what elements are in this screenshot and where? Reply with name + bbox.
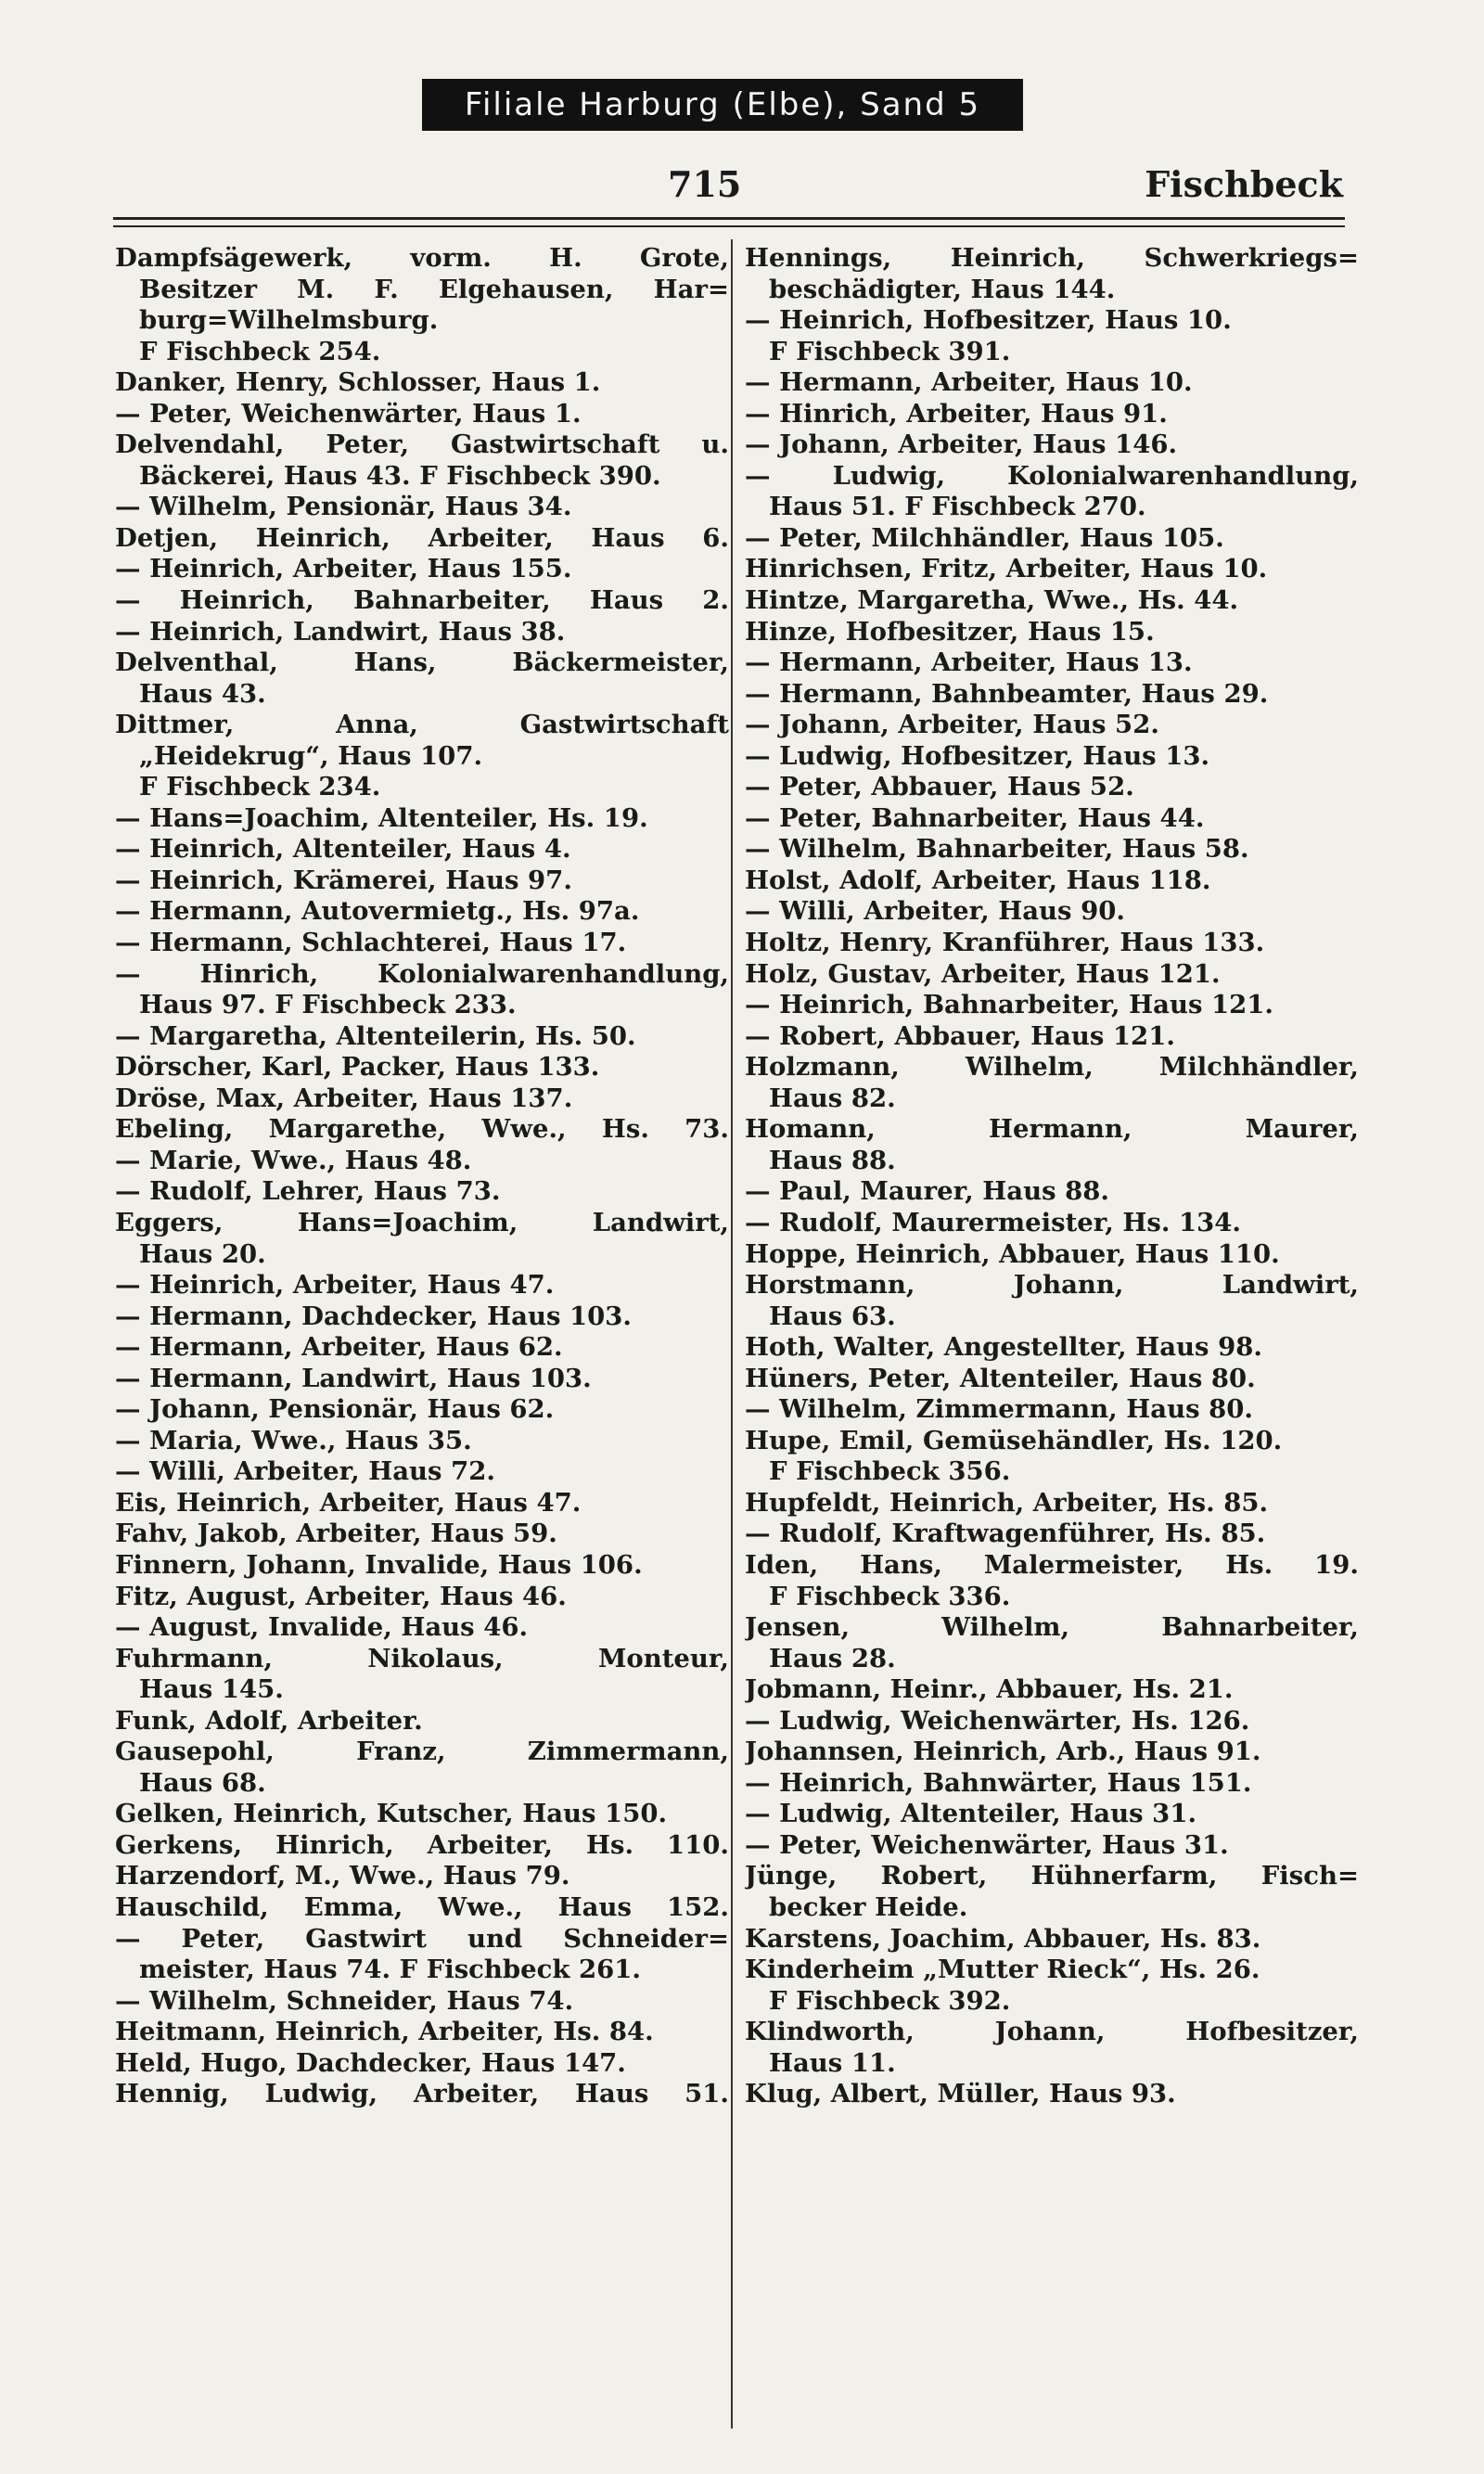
- directory-entry-line: Hauschild, Emma, Wwe., Haus 152.: [115, 1891, 729, 1922]
- directory-entry-line: Dampfsägewerk, vorm. H. Grote,: [115, 243, 729, 273]
- directory-entry-line: — Johann, Pensionär, Haus 62.: [115, 1394, 555, 1425]
- directory-entry-line: Hoppe, Heinrich, Abbauer, Haus 110.: [745, 1238, 1280, 1269]
- directory-entry-line: Haus 11.: [769, 2047, 896, 2078]
- directory-entry-line: „Heidekrug“, Haus 107.: [139, 740, 483, 771]
- directory-entry-line: Funk, Adolf, Arbeiter.: [115, 1705, 423, 1736]
- directory-entry-line: Dörscher, Karl, Packer, Haus 133.: [115, 1052, 600, 1083]
- directory-entry-line: F Fischbeck 254.: [139, 336, 381, 366]
- directory-entry-line: — Heinrich, Krämerei, Haus 97.: [115, 865, 572, 895]
- directory-entry-line: Haus 145.: [139, 1674, 284, 1705]
- directory-entry-line: Hennig, Ludwig, Arbeiter, Haus 51.: [115, 2079, 729, 2109]
- header-rule-thin: [113, 225, 1345, 227]
- directory-entry-line: — Hermann, Landwirt, Haus 103.: [115, 1363, 592, 1393]
- directory-entry-line: Fahv, Jakob, Arbeiter, Haus 59.: [115, 1519, 557, 1549]
- directory-entry-line: — Heinrich, Landwirt, Haus 38.: [115, 616, 566, 647]
- directory-entry-line: Holzmann, Wilhelm, Milchhändler,: [745, 1052, 1359, 1083]
- directory-entry-line: Horstmann, Johann, Landwirt,: [745, 1270, 1359, 1301]
- directory-entry-line: Klindworth, Johann, Hofbesitzer,: [745, 2017, 1359, 2047]
- directory-entry-line: — Heinrich, Hofbesitzer, Haus 10.: [745, 305, 1232, 336]
- directory-entry-line: — Wilhelm, Schneider, Haus 74.: [115, 1985, 574, 2016]
- directory-entry-line: — Heinrich, Arbeiter, Haus 155.: [115, 554, 572, 584]
- directory-entry-line: — Peter, Gastwirt und Schneider=: [115, 1923, 729, 1954]
- directory-entry-line: — Heinrich, Altenteiler, Haus 4.: [115, 834, 571, 865]
- directory-entry-line: — Maria, Wwe., Haus 35.: [115, 1425, 472, 1455]
- directory-entry-line: — Heinrich, Bahnwärter, Haus 151.: [745, 1767, 1252, 1798]
- directory-entry-line: — Peter, Bahnarbeiter, Haus 44.: [745, 802, 1205, 833]
- directory-entry-line: Dittmer, Anna, Gastwirtschaft: [115, 710, 729, 740]
- directory-entry-line: Haus 97. F Fischbeck 233.: [139, 990, 517, 1020]
- header-rule-thick: [113, 217, 1345, 220]
- left-column: [115, 243, 729, 2110]
- directory-entry-line: Hüners, Peter, Altenteiler, Haus 80.: [745, 1363, 1256, 1393]
- directory-entry-line: Gelken, Heinrich, Kutscher, Haus 150.: [115, 1799, 668, 1829]
- directory-entry-line: Dröse, Max, Arbeiter, Haus 137.: [115, 1083, 573, 1113]
- directory-entry-line: Hupfeldt, Heinrich, Arbeiter, Hs. 85.: [745, 1487, 1269, 1518]
- directory-entry-line: — Hans=Joachim, Altenteiler, Hs. 19.: [115, 802, 648, 833]
- directory-entry-line: Gausepohl, Franz, Zimmermann,: [115, 1737, 729, 1767]
- directory-entry-line: Fuhrmann, Nikolaus, Monteur,: [115, 1643, 729, 1673]
- directory-entry-line: Eis, Heinrich, Arbeiter, Haus 47.: [115, 1487, 582, 1518]
- directory-entry-line: — Peter, Weichenwärter, Haus 31.: [745, 1829, 1229, 1860]
- directory-entry-line: Haus 51. F Fischbeck 270.: [769, 492, 1146, 522]
- directory-entry-line: — Paul, Maurer, Haus 88.: [745, 1176, 1109, 1207]
- directory-entry-line: Heitmann, Heinrich, Arbeiter, Hs. 84.: [115, 2017, 654, 2047]
- directory-entry-line: — Hinrich, Kolonialwarenhandlung,: [115, 958, 729, 989]
- directory-entry-line: — Hermann, Arbeiter, Haus 62.: [115, 1332, 563, 1363]
- directory-entry-line: Homann, Hermann, Maurer,: [745, 1114, 1359, 1145]
- directory-entry-line: Gerkens, Hinrich, Arbeiter, Hs. 110.: [115, 1829, 729, 1860]
- directory-entry-line: Haus 82.: [769, 1083, 896, 1113]
- directory-entry-line: Eggers, Hans=Joachim, Landwirt,: [115, 1207, 729, 1237]
- directory-entry-line: — Rudolf, Kraftwagenführer, Hs. 85.: [745, 1519, 1266, 1549]
- directory-entry-line: Hintze, Margaretha, Wwe., Hs. 44.: [745, 585, 1239, 616]
- column-divider: [731, 239, 733, 2429]
- directory-entry-line: F Fischbeck 336.: [769, 1581, 1011, 1611]
- directory-entry-line: Delvendahl, Peter, Gastwirtschaft u.: [115, 429, 729, 460]
- directory-entry-line: F Fischbeck 391.: [769, 336, 1011, 366]
- directory-entry-line: — Robert, Abbauer, Haus 121.: [745, 1020, 1175, 1051]
- directory-entry-line: — Ludwig, Weichenwärter, Hs. 126.: [745, 1705, 1250, 1736]
- directory-entry-line: Holst, Adolf, Arbeiter, Haus 118.: [745, 865, 1211, 895]
- directory-entry-line: Haus 20.: [139, 1238, 266, 1269]
- directory-entry-line: Hoth, Walter, Angestellter, Haus 98.: [745, 1332, 1262, 1363]
- directory-entry-line: — Heinrich, Bahnarbeiter, Haus 2.: [115, 585, 729, 616]
- directory-entry-line: burg=Wilhelmsburg.: [139, 305, 439, 336]
- directory-entry-line: — Hinrich, Arbeiter, Haus 91.: [745, 398, 1168, 429]
- directory-entry-line: — Wilhelm, Zimmermann, Haus 80.: [745, 1394, 1253, 1425]
- directory-entry-line: Johannsen, Heinrich, Arb., Haus 91.: [745, 1737, 1261, 1767]
- directory-entry-line: — Rudolf, Maurermeister, Hs. 134.: [745, 1207, 1241, 1237]
- directory-entry-line: Held, Hugo, Dachdecker, Haus 147.: [115, 2047, 626, 2078]
- directory-entry-line: Haus 88.: [769, 1145, 896, 1175]
- right-column: [745, 243, 1359, 2110]
- directory-entry-line: — Peter, Weichenwärter, Haus 1.: [115, 398, 582, 429]
- directory-entry-line: — Ludwig, Hofbesitzer, Haus 13.: [745, 740, 1210, 771]
- directory-entry-line: Danker, Henry, Schlosser, Haus 1.: [115, 367, 601, 398]
- directory-entry-line: — Heinrich, Arbeiter, Haus 47.: [115, 1270, 555, 1301]
- directory-entry-line: Harzendorf, M., Wwe., Haus 79.: [115, 1861, 570, 1891]
- directory-entry-line: Haus 68.: [139, 1767, 266, 1798]
- directory-entry-line: — Marie, Wwe., Haus 48.: [115, 1145, 472, 1175]
- directory-entry-line: — Hermann, Schlachterei, Haus 17.: [115, 928, 627, 958]
- directory-entry-line: — Margaretha, Altenteilerin, Hs. 50.: [115, 1020, 636, 1051]
- directory-entry-line: — Hermann, Arbeiter, Haus 13.: [745, 647, 1193, 678]
- directory-entry-line: Bäckerei, Haus 43. F Fischbeck 390.: [139, 460, 661, 491]
- directory-entry-line: — Hermann, Arbeiter, Haus 10.: [745, 367, 1193, 398]
- directory-entry-line: Klug, Albert, Müller, Haus 93.: [745, 2079, 1176, 2109]
- directory-entry-line: — Wilhelm, Bahnarbeiter, Haus 58.: [745, 834, 1249, 865]
- directory-entry-line: Jobmann, Heinr., Abbauer, Hs. 21.: [745, 1674, 1234, 1705]
- directory-entry-line: Holtz, Henry, Kranführer, Haus 133.: [745, 928, 1265, 958]
- directory-entry-line: Hinrichsen, Fritz, Arbeiter, Haus 10.: [745, 554, 1268, 584]
- page-number: 715: [668, 163, 742, 205]
- directory-entry-line: — Rudolf, Lehrer, Haus 73.: [115, 1176, 501, 1207]
- directory-entry-line: — Wilhelm, Pensionär, Haus 34.: [115, 492, 572, 522]
- directory-entry-line: — Johann, Arbeiter, Haus 146.: [745, 429, 1178, 460]
- directory-entry-line: — Peter, Milchhändler, Haus 105.: [745, 522, 1224, 553]
- directory-entry-line: Holz, Gustav, Arbeiter, Haus 121.: [745, 958, 1221, 989]
- directory-entry-line: Finnern, Johann, Invalide, Haus 106.: [115, 1549, 643, 1580]
- directory-entry-line: — Johann, Arbeiter, Haus 52.: [745, 710, 1159, 740]
- directory-entry-line: Kinderheim „Mutter Rieck“, Hs. 26.: [745, 1955, 1260, 1985]
- directory-entry-line: — Peter, Abbauer, Haus 52.: [745, 772, 1134, 802]
- directory-entry-line: — Hermann, Dachdecker, Haus 103.: [115, 1301, 632, 1331]
- directory-entry-line: F Fischbeck 234.: [139, 772, 381, 802]
- directory-entry-line: Hupe, Emil, Gemüsehändler, Hs. 120.: [745, 1425, 1283, 1455]
- directory-entry-line: Jünge, Robert, Hühnerfarm, Fisch=: [745, 1861, 1359, 1891]
- directory-entry-line: — August, Invalide, Haus 46.: [115, 1612, 529, 1643]
- directory-entry-line: — Willi, Arbeiter, Haus 72.: [115, 1456, 495, 1487]
- directory-entry-line: meister, Haus 74. F Fischbeck 261.: [139, 1955, 641, 1985]
- directory-entry-line: Haus 43.: [139, 678, 266, 709]
- library-stamp: Filiale Harburg (Elbe), Sand 5: [422, 79, 1023, 131]
- directory-entry-line: becker Heide.: [769, 1891, 968, 1922]
- directory-entry-line: Ebeling, Margarethe, Wwe., Hs. 73.: [115, 1114, 729, 1145]
- directory-entry-line: Karstens, Joachim, Abbauer, Hs. 83.: [745, 1923, 1261, 1954]
- directory-entry-line: Haus 28.: [769, 1643, 896, 1673]
- directory-entry-line: — Willi, Arbeiter, Haus 90.: [745, 896, 1125, 927]
- directory-entry-line: beschädigter, Haus 144.: [769, 274, 1116, 304]
- directory-entry-line: Jensen, Wilhelm, Bahnarbeiter,: [745, 1612, 1359, 1643]
- directory-entry-line: Haus 63.: [769, 1301, 896, 1331]
- directory-entry-line: Delventhal, Hans, Bäckermeister,: [115, 647, 729, 678]
- directory-entry-line: — Ludwig, Kolonialwarenhandlung,: [745, 460, 1359, 491]
- directory-entry-line: Hennings, Heinrich, Schwerkriegs=: [745, 243, 1359, 273]
- directory-entry-line: Besitzer M. F. Elgehausen, Har=: [139, 274, 729, 304]
- directory-entry-line: — Hermann, Bahnbeamter, Haus 29.: [745, 678, 1269, 709]
- directory-entry-line: — Heinrich, Bahnarbeiter, Haus 121.: [745, 990, 1274, 1020]
- directory-entry-line: F Fischbeck 392.: [769, 1985, 1011, 2016]
- running-head: Fischbeck: [1145, 163, 1343, 205]
- directory-entry-line: — Hermann, Autovermietg., Hs. 97a.: [115, 896, 640, 927]
- directory-entry-line: F Fischbeck 356.: [769, 1456, 1011, 1487]
- directory-entry-line: Fitz, August, Arbeiter, Haus 46.: [115, 1581, 567, 1611]
- directory-entry-line: — Ludwig, Altenteiler, Haus 31.: [745, 1799, 1197, 1829]
- directory-entry-line: Iden, Hans, Malermeister, Hs. 19.: [745, 1549, 1359, 1580]
- directory-entry-line: Detjen, Heinrich, Arbeiter, Haus 6.: [115, 522, 729, 553]
- directory-entry-line: Hinze, Hofbesitzer, Haus 15.: [745, 616, 1155, 647]
